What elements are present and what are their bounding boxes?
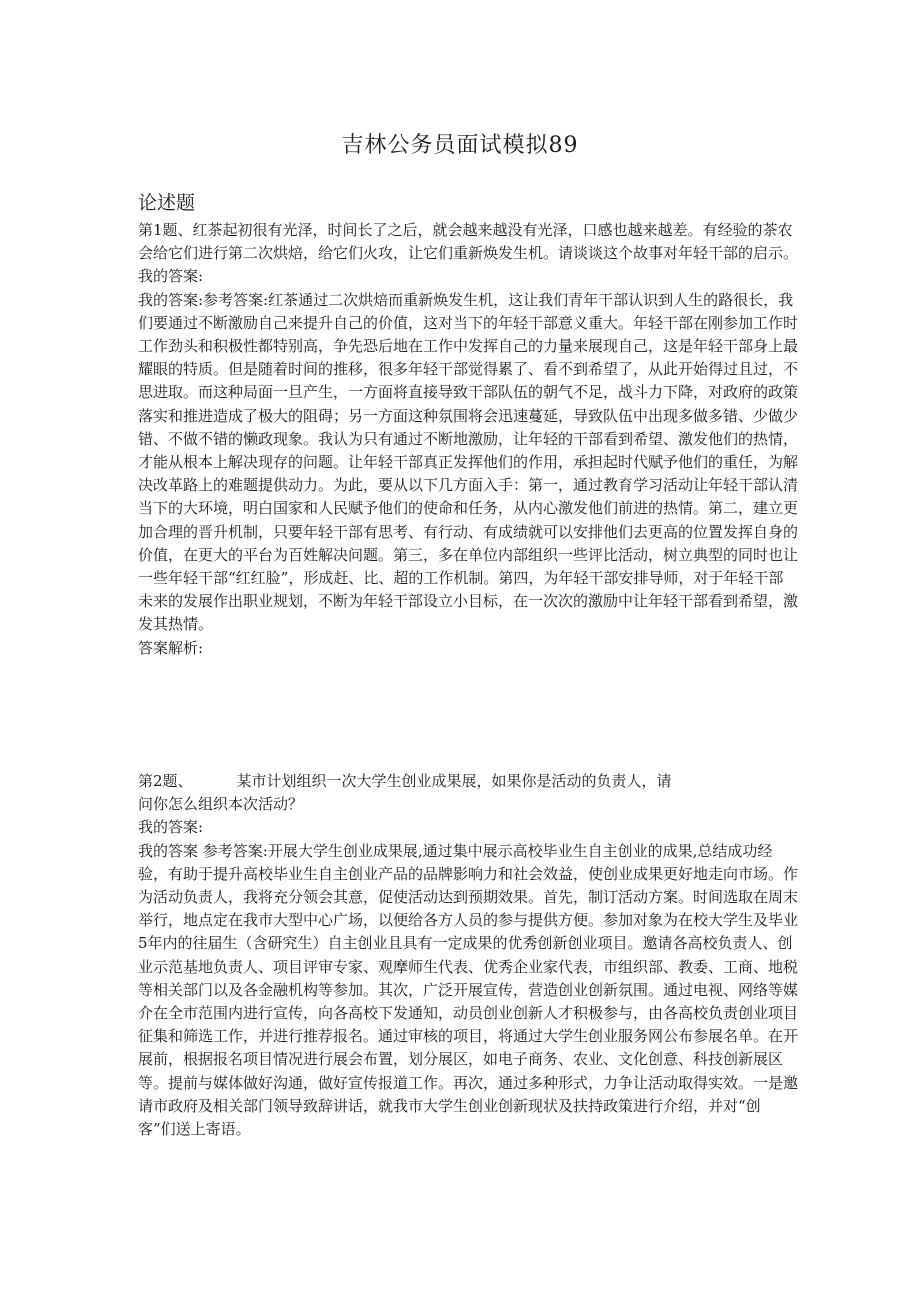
question-1-my-answer-label: 我的答案: (138, 267, 204, 286)
question-1-answer: 我的答案:参考答案:红茶通过二次烘焙而重新焕发生机，这让我们青年干部认识到人生的路很长，我们要通过不断激励自己来提升自己的价值，这对当下的年轻干部意义重大。年轻干部在刚参加工作时工作劲头和积极性都特别高，争先恐后地在工作中发挥自己的力量来展现自己，这是年轻干部身上最耀眼的特质。但是随着时间的推移，很多年轻干部觉得累了、看不到希望了，从此开始得过且过，不思进取。而这种局面一旦产生，一方面将直接导致干部队伍的朝气不足，战斗力下降，对政府的政策落实和推进造成了极大的阻碍；另一方面这种氛围将会迅速蔓延，导致队伍中出现多做多错、少做少错、不做不错的懒政现象。我认为只有通过不断地激励，让年轻的干部看到希望、激发他们的热情，才能从根本上解决现存的问题。让年轻干部真正发挥他们的作用，承担起时代赋予他们的重任，为解决改革路上的难题提供动力。为此，要从以下几方面入手：第一，通过教育学习活动让年轻干部认清当下的大环境，明白国家和人民赋予他们的使命和任务，从内心激发他们前进的热情。第二，建立更加合理的晋升机制，只要年轻干部有思考、有行动、有成绩就可以安排他们去更高的位置发挥自身的价值，在更大的平台为百姓解决问题。第三，多在单位内部组织一些评比活动，树立典型的同时也让一些年轻干部“红红脸”，形成赶、比、超的工作机制。第四，为年轻干部安排导师，对于年轻干部未来的发展作出职业规划，不断为年轻干部设立小目标，在一次次的激励中让年轻干部看到希望，激发其热情。 (138, 290, 799, 634)
question-1 (138, 219, 798, 660)
question-1-prompt: 第1题、红茶起初很有光泽，时间长了之后，就会越来越没有光泽，口感也越来越差。有经验的茶农会给它们进行第二次烘焙，给它们火攻，让它们重新焕发生机。请谈谈这个故事对年轻干部的启示。 (138, 221, 799, 263)
question-2-answer: 我的答案 参考答案:开展大学生创业成果展,通过集中展示高校毕业生自主创业的成果,总结成功经验，有助于提升高校毕业生自主创业产品的品牌影响力和社会效益，使创业成果更好地走向市场。作为活动负责人，我将充分领会其意，促使活动达到预期效果。首先，制订活动方案。时间选取在周末举行，地点定在我市大型中心广场，以便给各方人员的参与提供方便。参加对象为在校大学生及毕业5年内的往届生（含研究生）自主创业且具有一定成果的优秀创新创业项目。邀请各高校负责人、创业示范基地负责人、项目评审专家、观摩师生代表、优秀企业家代表，市组织部、教委、工商、地税等相关部门以及各金融机构等参加。其次，广泛开展宣传，营造创业创新氛围。通过电视、网络等媒介在全市范围内进行宣传，向各高校下发通知，动员创业创新人才积极参与，由各高校负责创业项目征集和筛选工作，并进行推荐报名。通过审核的项目，将通过大学生创业服务网公布参展名单。在开展前，根据报名项目情况进行展会布置，划分展区，如电子商务、农业、文化创意、科技创新展区等。提前与媒体做好沟通，做好宣传报道工作。再次，通过多种形式，力争让活动取得实效。一是邀请市政府及相关部门领导致辞讲话，就我市大学生创业创新现状及扶持政策进行介绍，并对“创客”们送上寄语。 (138, 841, 799, 1139)
question-2-my-answer-label: 我的答案: (138, 818, 204, 837)
question-1-analysis-label: 答案解析: (138, 638, 204, 657)
document-title: 吉林公务员面试模拟89 (341, 133, 579, 158)
section-heading: 论述题 (138, 192, 196, 214)
question-2-prompt-body: 某市计划组织一次大学生创业成果展，如果你是活动的负责人，请 (236, 772, 672, 790)
question-2-prompt (138, 770, 798, 793)
question-2-prompt-tail: 问你怎么组织本次活动？ (138, 795, 304, 814)
question-2 (138, 770, 798, 1141)
question-2-number: 第2题、 (138, 772, 193, 790)
